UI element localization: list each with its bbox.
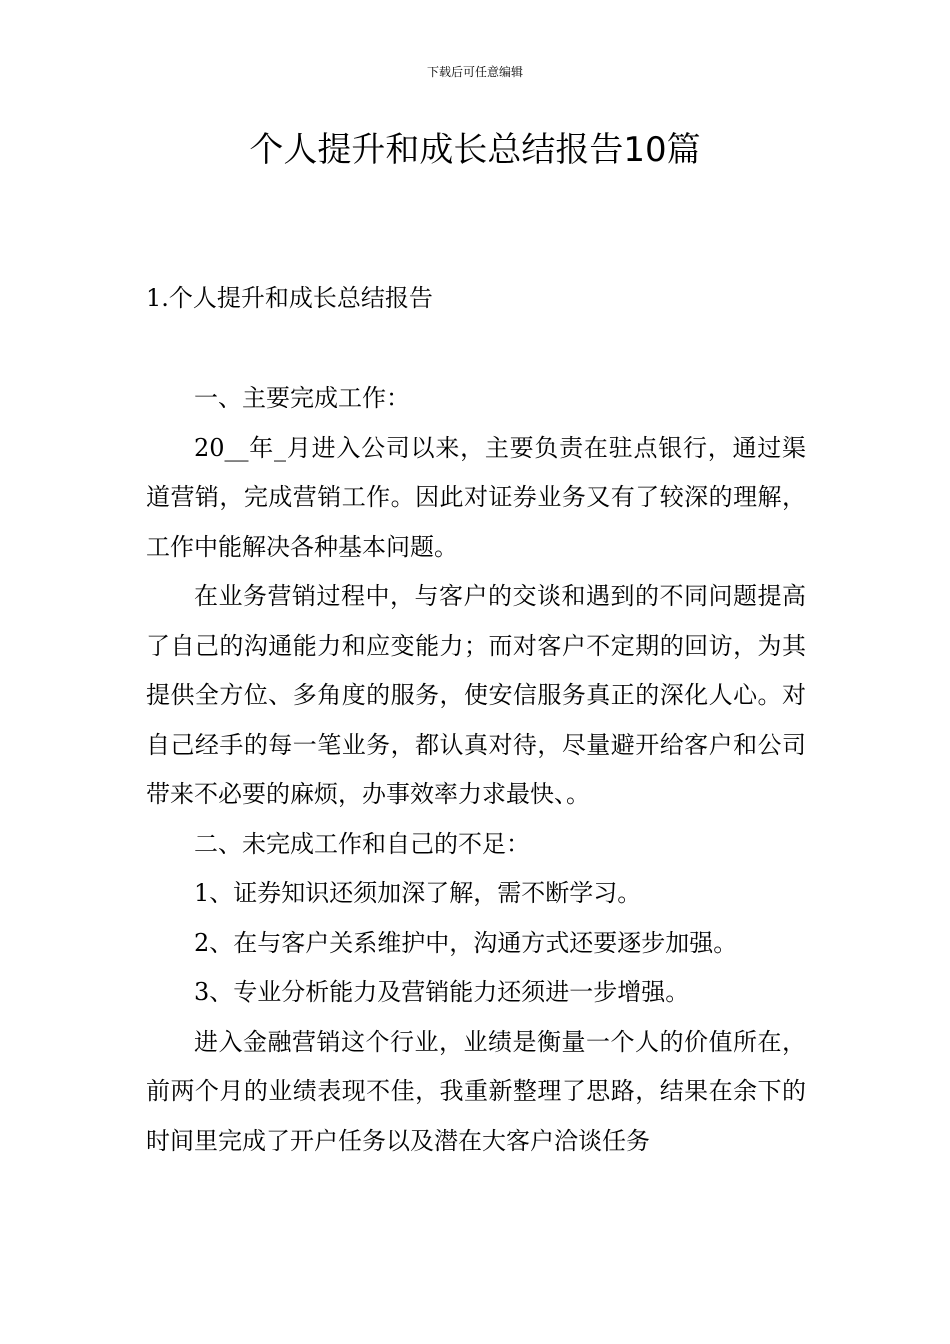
paragraph: 在业务营销过程中，与客户的交谈和遇到的不同问题提高了自己的沟通能力和应变能力；而对客户不定期的回访，为其提供全方位、多角度的服务，使安信服务真正的深化人心。对自己经手的每一笔业务，都认真对待，尽量避开给客户和公司带来不必要的麻烦，办事效率力求最快、。 (146, 582, 806, 808)
document-title: 个人提升和成长总结报告10篇 (249, 130, 701, 170)
header-note: 下载后可任意编辑 (426, 65, 523, 79)
paragraph: 1、证券知识还须加深了解，需不断学习。 (194, 879, 642, 907)
paragraph: 进入金融营销这个行业，业绩是衡量一个人的价值所在，前两个月的业绩表现不佳，我重新整理了思路，结果在余下的时间里完成了开户任务以及潜在大客户洽谈任务 (146, 1027, 806, 1155)
paragraph: 二、未完成工作和自己的不足： (194, 829, 530, 858)
paragraph: 2、在与客户关系维护中，沟通方式还要逐步加强。 (194, 928, 738, 957)
section-heading: 1.个人提升和成长总结报告 (146, 284, 433, 312)
paragraph: 3、专业分析能力及营销能力还须进一步增强。 (194, 978, 690, 1006)
document-body (146, 374, 806, 1166)
paragraph: 20__年_月进入公司以来，主要负责在驻点银行，通过渠道营销，完成营销工作。因此对证券业务又有了较深的理解，工作中能解决各种基本问题。 (146, 433, 806, 561)
paragraph: 一、主要完成工作： (194, 384, 410, 412)
